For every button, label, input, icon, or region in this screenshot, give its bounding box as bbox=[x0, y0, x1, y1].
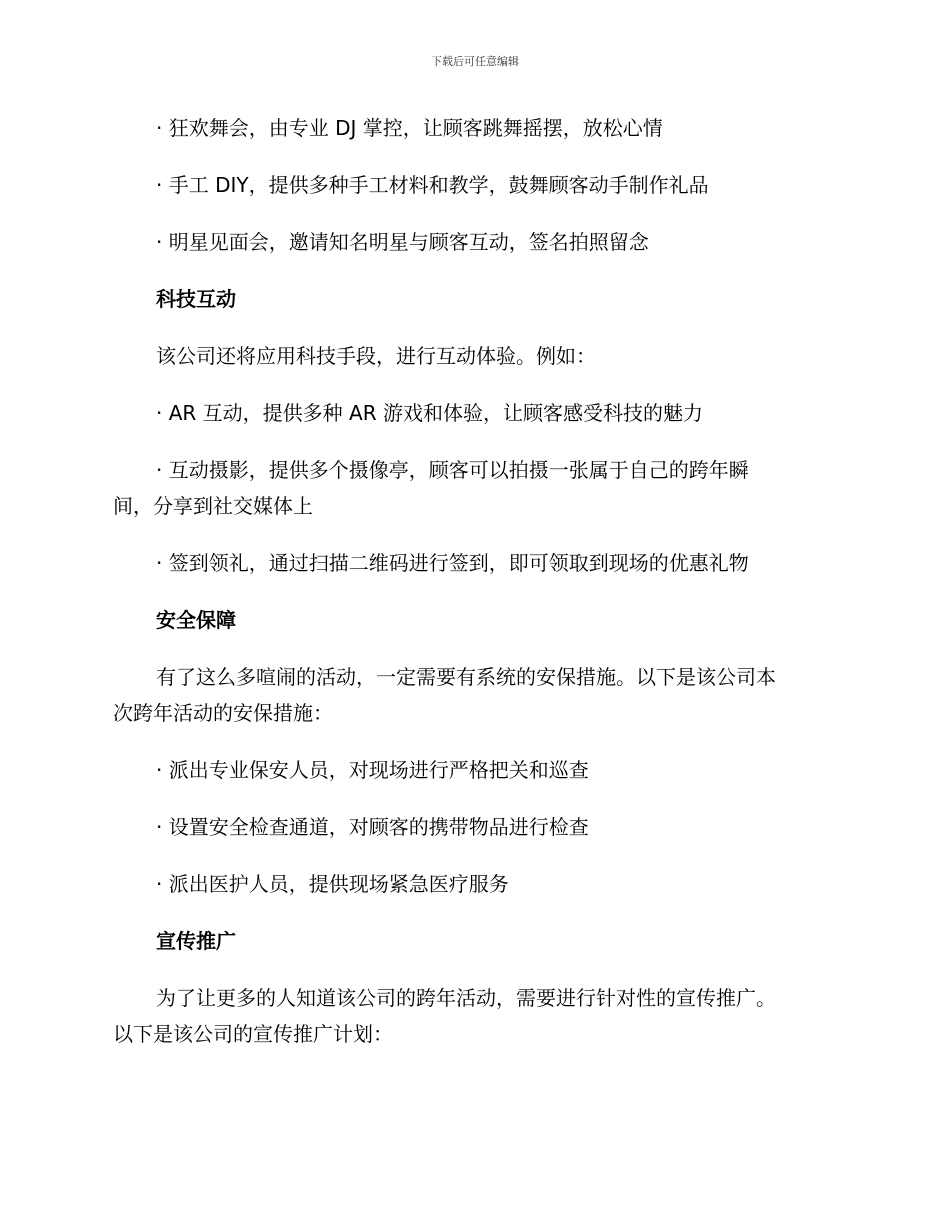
page-header: 下载后可任意编辑 bbox=[431, 55, 519, 68]
bullet-item: · 派出专业保安人员，对现场进行严格把关和巡查 bbox=[156, 758, 589, 782]
bullet-item: · 狂欢舞会，由专业 DJ 掌控，让顾客跳舞摇摆，放松心情 bbox=[156, 116, 663, 140]
bullet-item: · 签到领礼，通过扫描二维码进行签到，即可领取到现场的优惠礼物 bbox=[156, 551, 749, 575]
paragraph bbox=[113, 659, 833, 731]
bullet-item: · AR 互动，提供多种 AR 游戏和体验，让顾客感受科技的魅力 bbox=[156, 401, 703, 425]
bullet-line: · 互动摄影，提供多个摄像亭，顾客可以拍摄一张属于自己的跨年瞬 bbox=[156, 458, 749, 482]
bullet-item: · 手工 DIY，提供多种手工材料和教学，鼓舞顾客动手制作礼品 bbox=[156, 173, 709, 197]
bullet-item: · 设置安全检查通道，对顾客的携带物品进行检查 bbox=[156, 815, 589, 839]
bullet-line: 间，分享到社交媒体上 bbox=[113, 494, 313, 518]
paragraph-line: 以下是该公司的宣传推广计划： bbox=[113, 1022, 393, 1046]
document-body bbox=[113, 110, 833, 1073]
paragraph: 该公司还将应用科技手段，进行互动体验。例如： bbox=[156, 344, 596, 368]
paragraph-line: 有了这么多喧闹的活动，一定需要有系统的安保措施。以下是该公司本 bbox=[156, 665, 776, 689]
bullet-item: · 派出医护人员，提供现场紧急医疗服务 bbox=[156, 872, 509, 896]
section-heading: 宣传推广 bbox=[156, 929, 236, 953]
bullet-item: · 明星见面会，邀请知名明星与顾客互动，签名拍照留念 bbox=[156, 230, 649, 254]
section-heading: 科技互动 bbox=[156, 287, 236, 311]
bullet-item-multiline bbox=[113, 452, 833, 524]
paragraph bbox=[113, 980, 833, 1052]
paragraph-line: 次跨年活动的安保措施： bbox=[113, 701, 333, 725]
paragraph-line: 为了让更多的人知道该公司的跨年活动，需要进行针对性的宣传推广。 bbox=[156, 986, 776, 1010]
section-heading: 安全保障 bbox=[156, 608, 236, 632]
